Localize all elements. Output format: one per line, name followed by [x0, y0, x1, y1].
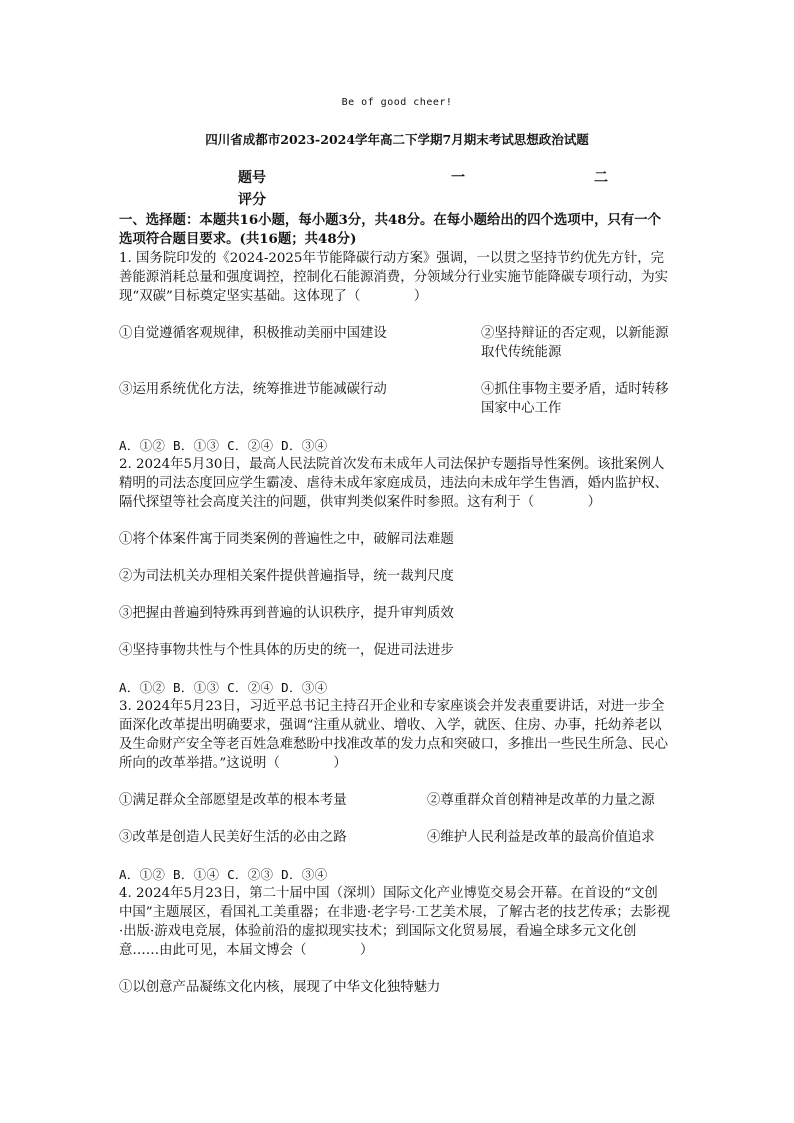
question-1-stem: 1. 国务院印发的《2024-2025年节能降碳行动方案》强调，一以贯之坚持节约优先方针，完善能源消耗总量和强度调控，控制化石能源消费，分领域分行业实施节能降碳专项行动，为实现“双碳”目标奠定坚实基础。这体现了（ ）: [119, 251, 669, 304]
question-4-stem: 4. 2024年5月23日，第二十届中国（深圳）国际文化产业博览交易会开幕。在首设的“文创中国”主题展区，看国礼工美重器；在非遗·老字号·工艺美术展，了解古老的技艺传承；去影视·出版·游戏电竞展，体验前沿的虚拟现实技术；到国际文化贸易展，看遍全球多元文化创意……由此可见，本届文博会（ ）: [119, 886, 670, 958]
question-3-options-row-1: [119, 791, 671, 810]
score-table-col-2: 二: [594, 170, 608, 186]
question-3-option-4: ④维护人民利益是改革的最高价值追求: [427, 830, 655, 845]
question-1-option-2: ②坚持辩证的否定观，以新能源取代传统能源: [481, 326, 669, 360]
score-table-col-1: 一: [451, 170, 465, 186]
question-3-options-row-2: [119, 828, 671, 847]
question-3-stem: 3. 2024年5月23日，习近平总书记主持召开企业和专家座谈会并发表重要讲话，对进一步全面深化改革提出明确要求，强调“注重从就业、增收、入学，就医、住房、办事，托幼养老以及生命财产安全等老百姓急难愁盼中找准改革的发力点和突破口，多推出一些民生所急、民心所向的改革举措。”这说明（ ）: [119, 699, 669, 771]
question-2-option-1: ①将个体案件寓于同类案例的普遍性之中，破解司法难题: [119, 532, 454, 547]
question-1-option-3: ③运用系统优化方法，统筹推进节能减碳行动: [119, 382, 387, 397]
question-2-option-2: ②为司法机关办理相关案件提供普遍指导，统一裁判尺度: [119, 569, 454, 584]
section-heading: 一、选择题：本题共16小题，每小题3分，共48分。在每小题给出的四个选项中，只有一个选项符合题目要求。(共16题；共48分): [119, 212, 662, 247]
question-3-option-3: ③改革是创造人民美好生活的必由之路: [119, 830, 347, 845]
question-1-option-4: ④抓住事物主要矛盾，适时转移国家中心工作: [481, 382, 669, 416]
question-2-option-4: ④坚持事物共性与个性具体的历史的统一，促进司法进步: [119, 643, 454, 658]
question-2-answers: A．①② B．①③ C．②④ D．③④: [119, 680, 328, 695]
question-3-answers: A．①② B．①④ C．②③ D．③④: [119, 867, 328, 882]
exam-title: 四川省成都市2023-2024学年高二下学期7月期末考试思想政治试题: [205, 132, 589, 147]
question-3-option-2: ②尊重群众首创精神是改革的力量之源: [427, 793, 655, 808]
score-table-row-label-number: 题号: [238, 170, 266, 186]
question-1-answers: A．①② B．①③ C．②④ D．③④: [119, 438, 328, 453]
motto-text: Be of good cheer!: [341, 97, 453, 108]
question-3-option-1: ①满足群众全部愿望是改革的根本考量: [119, 793, 347, 808]
question-1-options-row-1: [119, 324, 671, 362]
exam-content: [119, 211, 671, 997]
question-4-option-1: ①以创意产品凝练文化内核，展现了中华文化独特魅力: [119, 980, 441, 995]
score-table-row-label-score: 评分: [238, 192, 266, 208]
question-1-option-1: ①自觉遵循客观规律，积极推动美丽中国建设: [119, 326, 387, 341]
question-2-stem: 2. 2024年5月30日，最高人民法院首次发布未成年人司法保护专题指导性案例。该批案例人精明的司法态度回应学生霸凌、虐待未成年家庭成员，违法向未成年学生售酒，婚内监护权、隔代探望等社会高度关注的问题，供审判类似案件时参照。这有利于（ ）: [119, 457, 669, 510]
question-1-options-row-2: [119, 380, 671, 418]
question-2-option-3: ③把握由普遍到特殊再到普遍的认识秩序，提升审判质效: [119, 606, 454, 621]
